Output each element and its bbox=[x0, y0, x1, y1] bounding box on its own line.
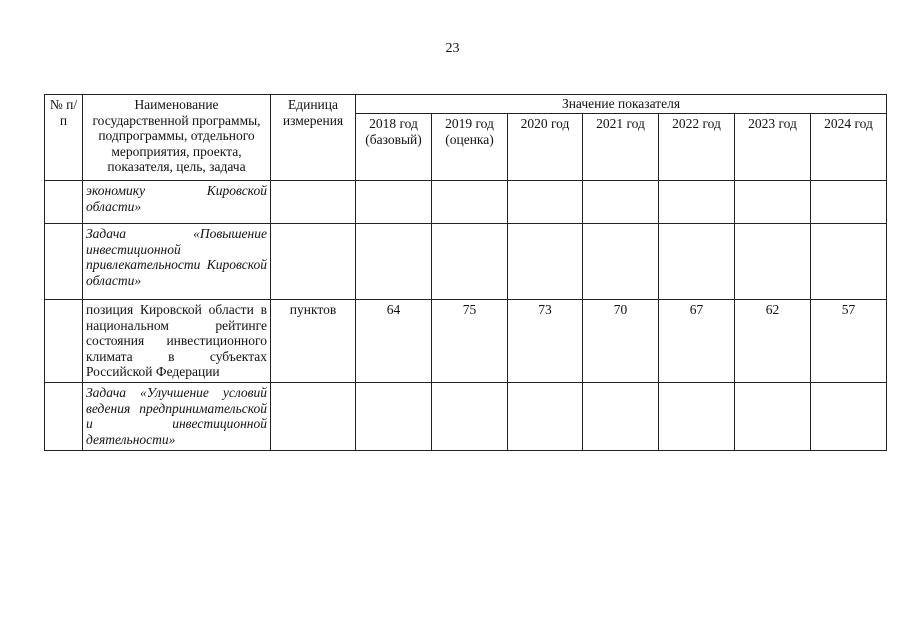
row-name: Задача «Улучшение условий ведения предпринимательской и инвестиционной деятельности» bbox=[83, 383, 271, 451]
row-unit bbox=[271, 224, 356, 300]
row-value bbox=[659, 383, 735, 451]
table-row bbox=[45, 224, 887, 300]
row-name: экономику Кировской области» bbox=[83, 181, 271, 224]
table-row bbox=[45, 181, 887, 224]
row-value bbox=[356, 383, 432, 451]
row-value bbox=[735, 383, 811, 451]
header-year: 2022 год bbox=[659, 114, 735, 181]
row-value bbox=[811, 181, 887, 224]
header-number: № п/п bbox=[45, 95, 83, 181]
header-year: 2018 год (базовый) bbox=[356, 114, 432, 181]
row-name: позиция Кировской области в национальном рейтинге состояния инвестиционного климата в субъектах Российской Федерации bbox=[83, 300, 271, 383]
row-value bbox=[432, 383, 508, 451]
row-number bbox=[45, 181, 83, 224]
page-number: 23 bbox=[445, 41, 460, 56]
table-row bbox=[45, 383, 887, 451]
header-year: 2024 год bbox=[811, 114, 887, 181]
table-row bbox=[45, 300, 887, 383]
row-number bbox=[45, 224, 83, 300]
header-unit: Единица измерения bbox=[271, 95, 356, 181]
indicators-table bbox=[44, 94, 887, 451]
row-name: Задача «Повышение инвестиционной привлекательности Кировской области» bbox=[83, 224, 271, 300]
row-value: 64 bbox=[356, 300, 432, 383]
row-value bbox=[583, 383, 659, 451]
row-value: 57 bbox=[811, 300, 887, 383]
row-value bbox=[356, 224, 432, 300]
row-value bbox=[735, 181, 811, 224]
row-value bbox=[508, 181, 583, 224]
row-value: 73 bbox=[508, 300, 583, 383]
row-value bbox=[356, 181, 432, 224]
header-year: 2019 год (оценка) bbox=[432, 114, 508, 181]
row-unit bbox=[271, 181, 356, 224]
row-value bbox=[811, 224, 887, 300]
row-unit bbox=[271, 383, 356, 451]
header-year: 2023 год bbox=[735, 114, 811, 181]
header-year: 2020 год bbox=[508, 114, 583, 181]
row-value bbox=[508, 224, 583, 300]
row-value bbox=[811, 383, 887, 451]
row-number bbox=[45, 383, 83, 451]
row-value bbox=[432, 224, 508, 300]
header-year: 2021 год bbox=[583, 114, 659, 181]
row-value bbox=[583, 181, 659, 224]
row-value: 62 bbox=[735, 300, 811, 383]
row-value: 67 bbox=[659, 300, 735, 383]
row-number bbox=[45, 300, 83, 383]
row-value: 75 bbox=[432, 300, 508, 383]
header-name: Наименование государственной программы, подпрограммы, отдельного мероприятия, проекта, показателя, цель, задача bbox=[83, 95, 271, 181]
row-value bbox=[508, 383, 583, 451]
row-value bbox=[659, 181, 735, 224]
row-value bbox=[735, 224, 811, 300]
row-value bbox=[583, 224, 659, 300]
row-value: 70 bbox=[583, 300, 659, 383]
row-unit: пунктов bbox=[271, 300, 356, 383]
row-value bbox=[659, 224, 735, 300]
row-value bbox=[432, 181, 508, 224]
header-values-group: Значение показателя bbox=[356, 95, 887, 114]
